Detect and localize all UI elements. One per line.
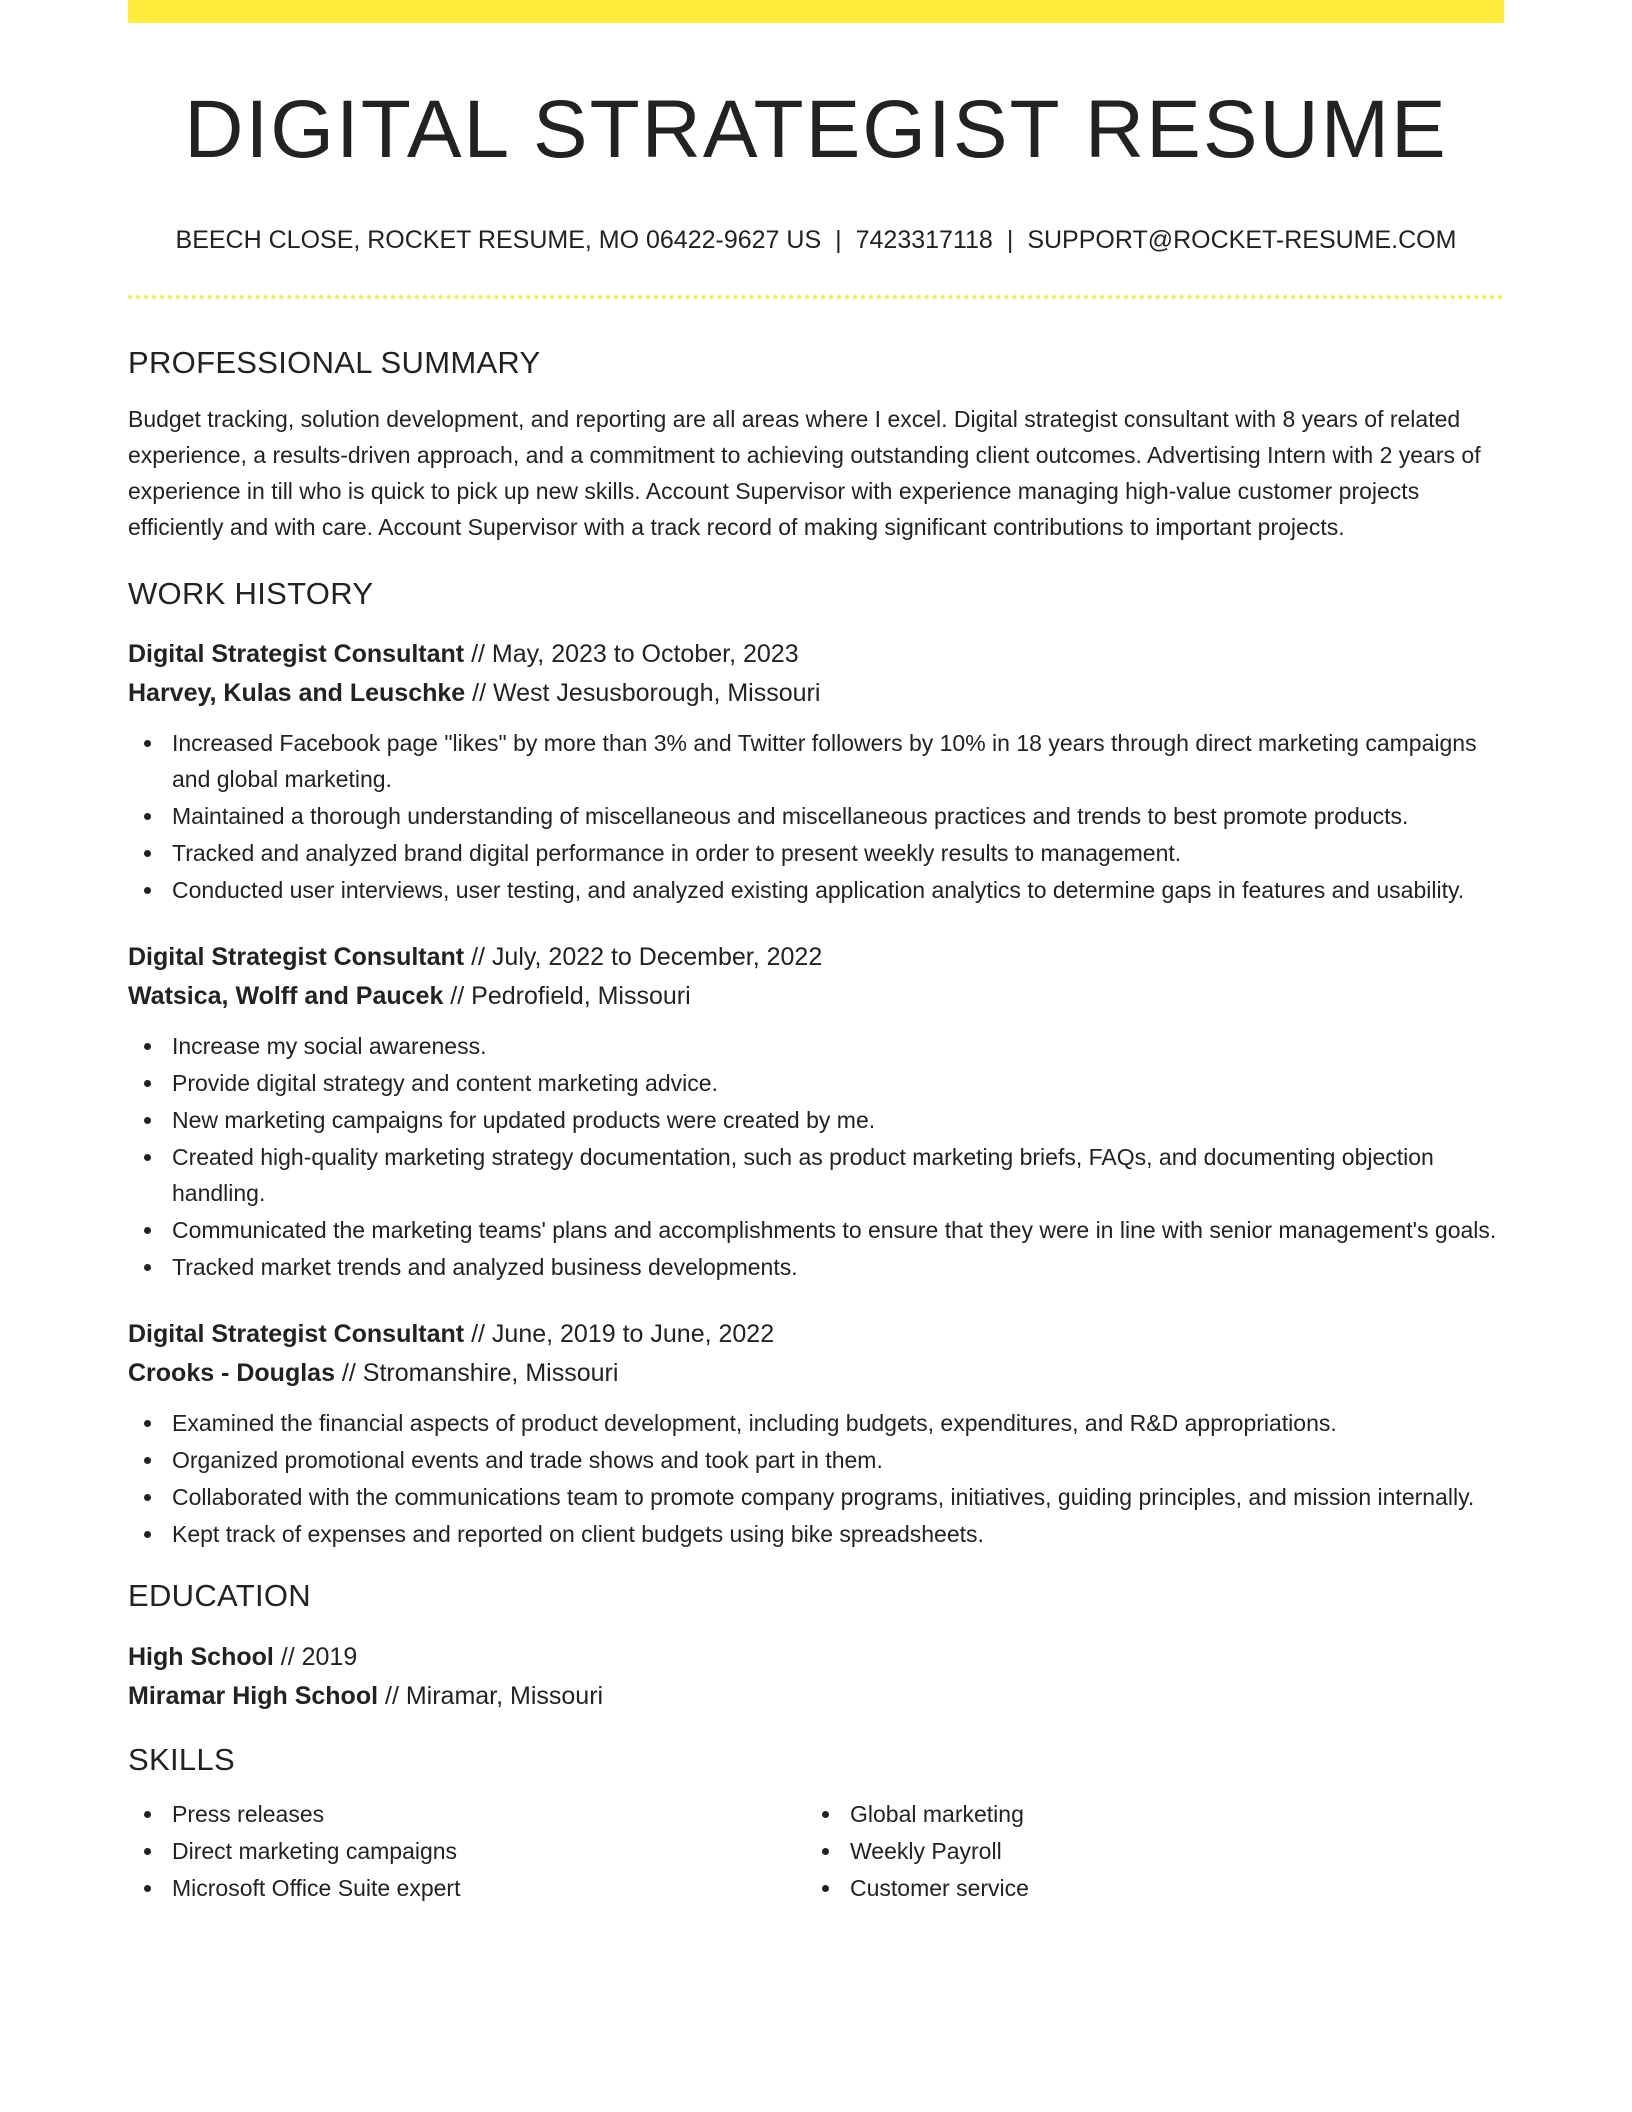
education-degree-line — [128, 1638, 1504, 1677]
job-dates: // June, 2019 to June, 2022 — [464, 1320, 775, 1348]
top-accent-bar — [128, 0, 1504, 23]
job-location: // Stromanshire, Missouri — [334, 1359, 619, 1387]
skill-item: Global marketing — [806, 1796, 1484, 1832]
job-company: Crooks - Douglas — [128, 1359, 335, 1387]
summary-text: Budget tracking, solution development, and reporting are all areas where I excel. Digital strategist consultant with 8 years of related experience, a results-driven approach, and a commitment to achieving outstanding client outcomes. Advertising Intern with 2 years of experience in till who is quick to pick up new skills. Account Supervisor with experience managing high-value customer projects efficiently and with care. Account Supervisor with a track record of making significant contributions to important projects. — [128, 406, 1481, 540]
education-heading: EDUCATION — [128, 1578, 311, 1613]
education-year: // 2019 — [273, 1643, 358, 1671]
list-item: Conducted user interviews, user testing, and analyzed existing application analytics to determine gaps in features and usability. — [128, 872, 1504, 908]
list-item: Collaborated with the communications team to promote company programs, initiatives, guiding principles, and mission internally. — [128, 1479, 1504, 1515]
summary-heading: PROFESSIONAL SUMMARY — [128, 345, 541, 380]
skill-item: Customer service — [806, 1870, 1484, 1906]
list-item: Examined the financial aspects of product development, including budgets, expenditures, and R&D appropriations. — [128, 1405, 1504, 1441]
skills-list-left — [128, 1796, 806, 1907]
job-entry — [128, 635, 1504, 908]
dotted-divider — [128, 295, 1504, 299]
job-dates: // May, 2023 to October, 2023 — [464, 640, 799, 668]
job-company-line — [128, 674, 1504, 713]
contact-email: SUPPORT@ROCKET-RESUME.COM — [1027, 226, 1457, 254]
job-title-line — [128, 1315, 1504, 1354]
job-role: Digital Strategist Consultant — [128, 943, 465, 971]
job-bullets — [128, 725, 1504, 908]
list-item: Increase my social awareness. — [128, 1028, 1504, 1064]
skill-item: Microsoft Office Suite expert — [128, 1870, 806, 1906]
job-role: Digital Strategist Consultant — [128, 1320, 465, 1348]
list-item: New marketing campaigns for updated products were created by me. — [128, 1102, 1504, 1138]
job-title-line — [128, 938, 1504, 977]
job-company-line — [128, 977, 1504, 1016]
skills-list-right — [806, 1796, 1484, 1907]
education-degree: High School — [128, 1643, 274, 1671]
job-location: // West Jesusborough, Missouri — [465, 679, 821, 707]
job-location: // Pedrofield, Missouri — [443, 982, 691, 1010]
contact-separator: | — [835, 226, 842, 254]
contact-phone: 7423317118 — [855, 226, 993, 254]
skills-heading: SKILLS — [128, 1742, 235, 1777]
job-bullets — [128, 1405, 1504, 1552]
list-item: Tracked market trends and analyzed business developments. — [128, 1249, 1504, 1285]
education-school: Miramar High School — [128, 1682, 379, 1710]
list-item: Tracked and analyzed brand digital performance in order to present weekly results to management. — [128, 835, 1504, 871]
resume-title: DIGITAL STRATEGIST RESUME — [184, 84, 1448, 175]
education-location: // Miramar, Missouri — [378, 1682, 604, 1710]
skill-item: Weekly Payroll — [806, 1833, 1484, 1869]
skill-item: Direct marketing campaigns — [128, 1833, 806, 1869]
job-entry — [128, 938, 1504, 1285]
job-bullets — [128, 1028, 1504, 1285]
contact-line — [128, 223, 1504, 257]
job-entry — [128, 1315, 1504, 1552]
job-company: Watsica, Wolff and Paucek — [128, 982, 444, 1010]
list-item: Increased Facebook page "likes" by more than 3% and Twitter followers by 10% in 18 years through direct marketing campaigns and global marketing. — [128, 725, 1504, 797]
list-item: Maintained a thorough understanding of miscellaneous and miscellaneous practices and trends to best promote products. — [128, 798, 1504, 834]
work-history-heading: WORK HISTORY — [128, 576, 374, 611]
education-school-line — [128, 1677, 1504, 1716]
list-item: Provide digital strategy and content marketing advice. — [128, 1065, 1504, 1101]
resume-page — [128, 0, 1504, 1907]
list-item: Organized promotional events and trade shows and took part in them. — [128, 1442, 1504, 1478]
job-dates: // July, 2022 to December, 2022 — [464, 943, 823, 971]
list-item: Communicated the marketing teams' plans and accomplishments to ensure that they were in line with senior management's goals. — [128, 1212, 1504, 1248]
skill-item: Press releases — [128, 1796, 806, 1832]
contact-address: BEECH CLOSE, ROCKET RESUME, MO 06422-9627 US — [175, 226, 822, 254]
skills-grid — [128, 1796, 1504, 1907]
job-role: Digital Strategist Consultant — [128, 640, 465, 668]
job-company: Harvey, Kulas and Leuschke — [128, 679, 466, 707]
job-company-line — [128, 1354, 1504, 1393]
job-title-line — [128, 635, 1504, 674]
list-item: Kept track of expenses and reported on client budgets using bike spreadsheets. — [128, 1516, 1504, 1552]
list-item: Created high-quality marketing strategy documentation, such as product marketing briefs, FAQs, and documenting objection handling. — [128, 1139, 1504, 1211]
contact-separator: | — [1006, 226, 1014, 254]
